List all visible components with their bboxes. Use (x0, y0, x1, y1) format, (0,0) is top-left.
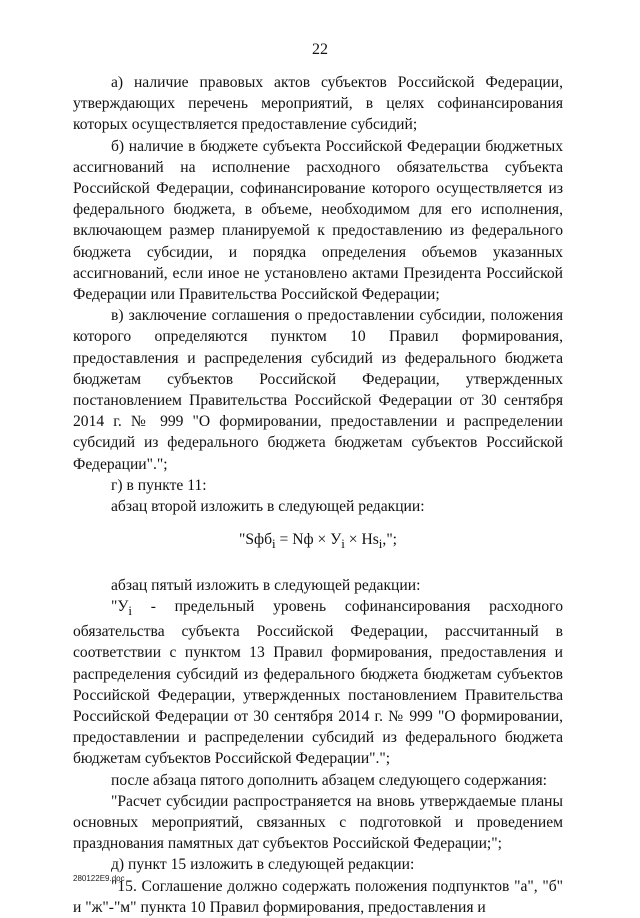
paragraph-g: г) в пункте 11: (111, 476, 207, 494)
paragraph-abzac-pyatyy: абзац пятый изложить в следующей редакции: (111, 576, 421, 594)
formula-hs-sub: i (378, 536, 383, 552)
paragraph-15: "15. Соглашение должно содержать положения подпунктов "а", "б" и "ж"-"м" пункта 10 Правил формирования, предоставления и (73, 877, 563, 916)
formula-times: × Hs (344, 531, 379, 549)
formula (73, 529, 563, 554)
paragraph-v: в) заключение соглашения о предоставлении субсидии, положения которого определяются пунктом 10 Правил формирования, предоставления и распределения субсидий из федерального бюджета бюджетам субъектов Российской Федерации, утвержденных постановлением Правительства Российской Федерации от 30 сентября 2014 г. № 999 "О формировании, предоставлении и распределении субсидий из федерального бюджета бюджетам субъектов Российской Федерации"."; (73, 307, 563, 473)
paragraph-raschet: "Расчет субсидии распространяется на вновь утверждаемые планы основных мероприятий, связанных с подготовкой и проведением празднования памятных дат субъектов Российской Федерации;"; (73, 792, 563, 853)
u-lead: "У (111, 597, 129, 615)
formula-lhs: "Sфб (238, 531, 273, 549)
paragraph-d: д) пункт 15 изложить в следующей редакции: (111, 856, 415, 874)
page-number: 22 (312, 41, 328, 58)
paragraph-b: б) наличие в бюджете субъекта Российской Федерации бюджетных ассигнований на исполнение расходного обязательства субъекта Российской Федерации, софинансирование которого осуществляется из федерального бюджета, в объеме, необходимом для его исполнения, включающем размер планируемой к предоставлению из федерального бюджета субсидии, и порядка определения объемов указанных ассигнований, если иное не установлено актами Президента Российской Федерации или Правительства Российской Федерации; (73, 137, 563, 304)
paragraph-u-definition (73, 596, 563, 770)
footer-filename: 280122E9.doc (73, 874, 125, 883)
paragraph-abzac-vtoroy: абзац второй изложить в следующей редакции: (111, 498, 425, 516)
paragraph-posle-abzaca: после абзаца пятого дополнить абзацем следующего содержания: (111, 771, 547, 789)
formula-tail: ,"; (382, 531, 398, 549)
u-sub: i (128, 602, 133, 618)
u-rest: - предельный уровень софинансирования расходного обязательства субъекта Российской Федерации, рассчитанный в соответствии с пунктом 13 Правил формирования, предоставления и распределения субсидий из федерального бюджета бюджетам субъектов Российской Федерации, утвержденных постановлением Правительства Российской Федерации от 30 сентября 2014 г. № 999 "О формировании, предоставлении и распределении субсидий из федерального бюджета бюджетам субъектов Российской Федерации"."; (73, 597, 563, 768)
document-body (73, 72, 563, 918)
formula-u-sub: i (341, 536, 345, 552)
formula-lhs-sub: i (272, 536, 276, 552)
paragraph-a: а) наличие правовых актов субъектов Российской Федерации, утверждающих перечень мероприятий, в целях софинансирования которых осуществляется предоставление субсидий; (73, 74, 563, 134)
formula-equals: = Nф × У (275, 531, 342, 549)
